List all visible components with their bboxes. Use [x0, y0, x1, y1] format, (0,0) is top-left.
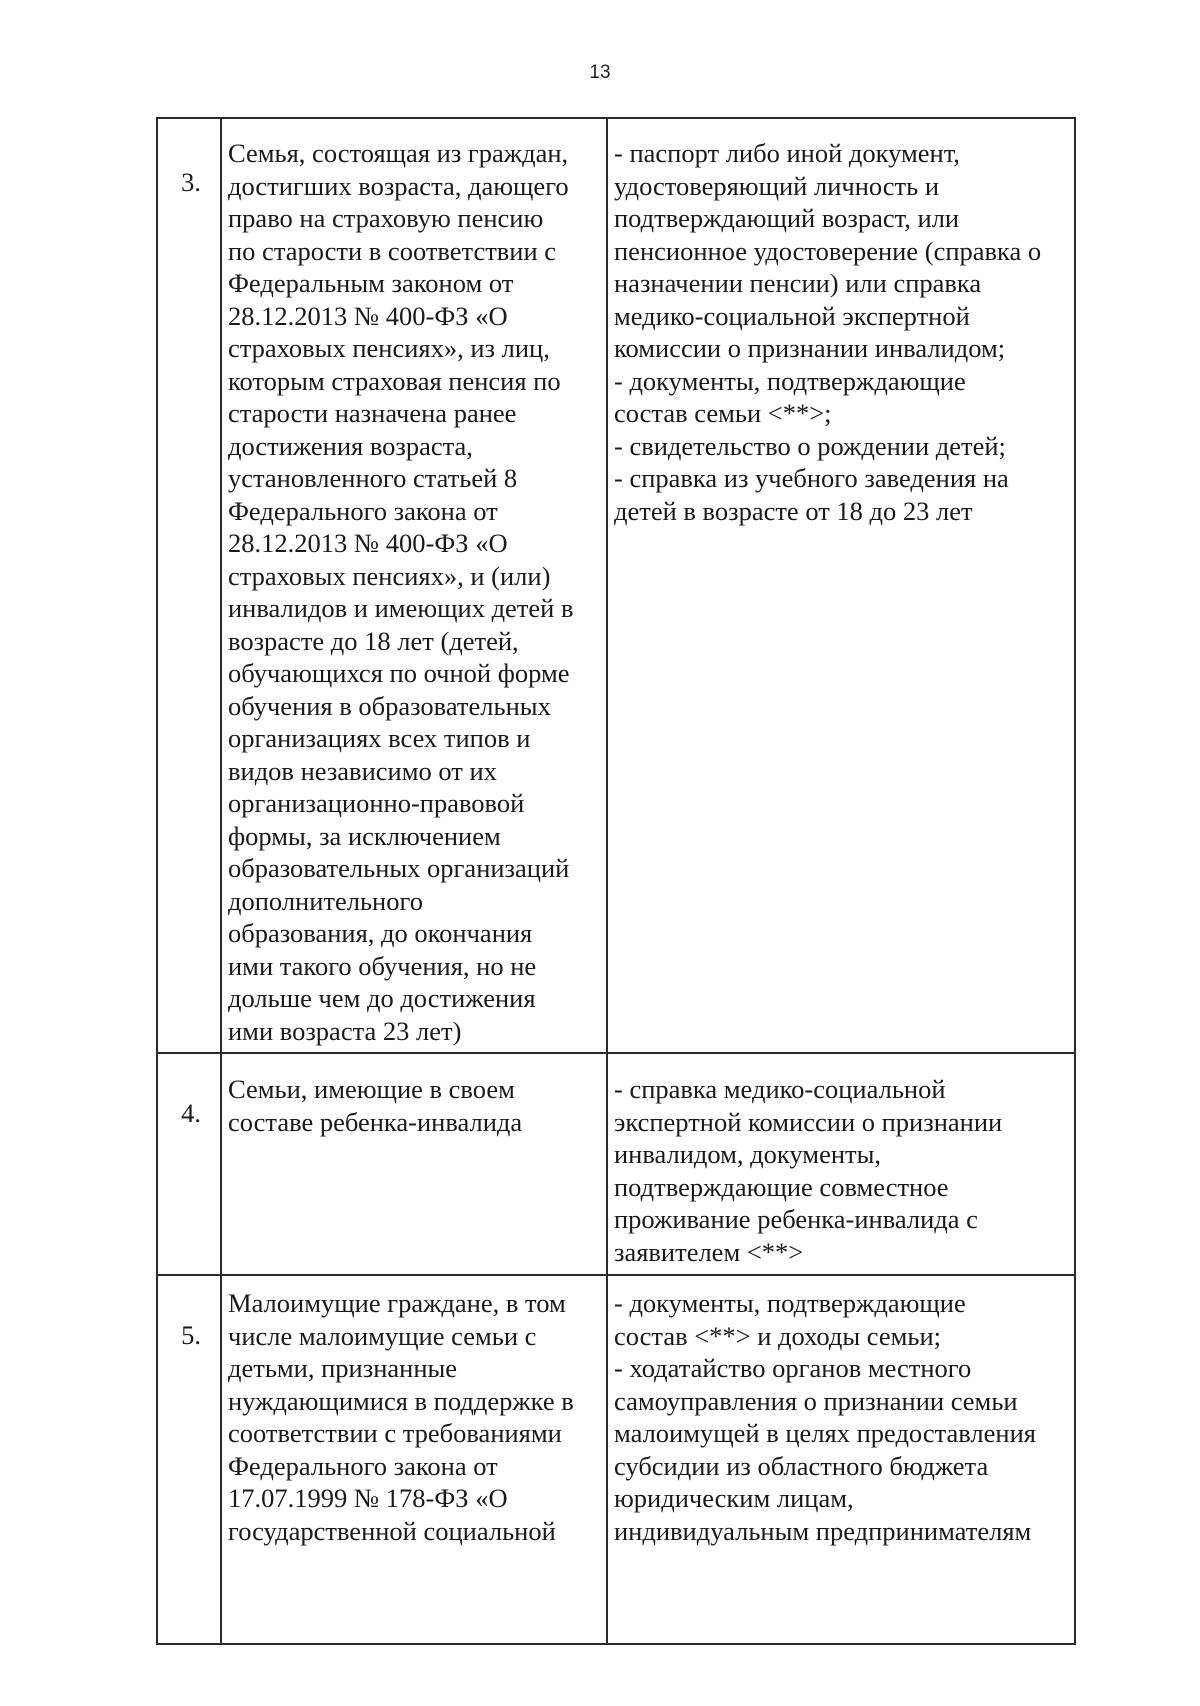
eligibility-documents-table: [156, 117, 1076, 1645]
documents-line: проживание ребенка-инвалида с: [614, 1204, 978, 1234]
category-line: которым страховая пенсия по: [228, 365, 561, 396]
documents-line: пенсионное удостоверение (справка о: [614, 235, 1042, 266]
documents-line: субсидии из областного бюджета: [614, 1450, 989, 1481]
documents-line: - справка медико-социальной: [614, 1074, 946, 1104]
table-row: [157, 118, 1075, 1053]
category-line: ими такого обучения, но не: [228, 950, 537, 981]
category-line: достижения возраста,: [228, 430, 473, 461]
category-line: дополнительного: [228, 885, 423, 916]
category-line: инвалидов и имеющих детей в: [228, 593, 574, 623]
documents-line: состав <**> и доходы семьи;: [614, 1320, 942, 1351]
documents-line: - документы, подтверждающие: [614, 365, 966, 396]
documents-line: - ходатайство органов местного: [614, 1353, 972, 1383]
category-line: видов независимо от их: [228, 755, 497, 786]
category-line: детьми, признанные: [228, 1353, 458, 1383]
documents-cell: [607, 1053, 1075, 1275]
documents-cell: [607, 1275, 1075, 1644]
row-number-cell: [157, 118, 221, 1053]
row-number-cell: [157, 1275, 221, 1644]
category-line: дольше чем до достижения: [228, 983, 536, 1013]
category-line: Семьи, имеющие в своем: [228, 1074, 515, 1104]
documents-line: медико-социальной экспертной: [614, 300, 970, 331]
category-cell: [221, 118, 607, 1053]
documents-line: назначении пенсии) или справка: [614, 268, 982, 298]
category-line: по старости в соответствии с: [228, 235, 557, 266]
category-line: 17.07.1999 № 178-ФЗ «О: [228, 1483, 508, 1513]
documents-line: экспертной комиссии о признании: [614, 1106, 1003, 1137]
documents-line: инвалидом, документы,: [614, 1139, 882, 1169]
category-cell: [221, 1053, 607, 1275]
category-line: обучающихся по очной форме: [228, 658, 570, 688]
row-number: 5.: [181, 1320, 201, 1350]
category-line: ими возраста 23 лет): [228, 1015, 462, 1046]
category-line: Федерального закона от: [228, 1450, 498, 1481]
documents-line: юридическим лицам,: [614, 1483, 854, 1513]
category-text: [228, 119, 602, 1047]
category-line: Семья, состоящая из граждан,: [228, 138, 569, 168]
documents-line: малоимущей в целях предоставления: [614, 1418, 1036, 1448]
documents-line: подтверждающие совместное: [614, 1171, 949, 1202]
category-line: обучения в образовательных: [228, 690, 551, 721]
table-row: [157, 1275, 1075, 1644]
row-number: 3.: [181, 167, 201, 197]
documents-line: комиссии о признании инвалидом;: [614, 333, 1006, 363]
documents-line: состав семьи <**>;: [614, 398, 832, 428]
category-line: Федерального закона от: [228, 495, 498, 526]
documents-cell: [607, 118, 1075, 1053]
documents-line: самоуправления о признании семьи: [614, 1385, 1018, 1416]
category-line: страховых пенсиях», из лиц,: [228, 333, 550, 363]
category-line: Федеральным законом от: [228, 268, 514, 298]
category-line: 28.12.2013 № 400-ФЗ «О: [228, 300, 508, 331]
category-line: числе малоимущие семьи с: [228, 1320, 537, 1351]
category-line: организациях всех типов и: [228, 723, 531, 753]
category-line: Малоимущие граждане, в том: [228, 1288, 566, 1318]
category-text: [228, 1054, 602, 1138]
category-line: старости назначена ранее: [228, 398, 517, 428]
category-line: образования, до окончания: [228, 918, 533, 948]
documents-text: [614, 119, 1070, 527]
category-line: право на страховую пенсию: [228, 203, 544, 233]
category-line: образовательных организаций: [228, 853, 570, 883]
documents-line: детей в возрасте от 18 до 23 лет: [614, 495, 973, 526]
category-text: [228, 1276, 602, 1547]
category-line: соответствии с требованиями: [228, 1418, 562, 1448]
category-line: организационно-правовой: [228, 788, 525, 818]
documents-line: - документы, подтверждающие: [614, 1288, 966, 1318]
row-number-cell: [157, 1053, 221, 1275]
documents-line: заявителем <**>: [614, 1236, 804, 1267]
documents-line: индивидуальным предпринимателям: [614, 1515, 1032, 1546]
documents-line: - паспорт либо иной документ,: [614, 138, 960, 168]
documents-line: - свидетельство о рождении детей;: [614, 430, 1006, 461]
category-line: 28.12.2013 № 400-ФЗ «О: [228, 528, 508, 558]
row-number: 4.: [181, 1098, 201, 1128]
documents-line: подтверждающий возраст, или: [614, 203, 960, 233]
category-line: достигших возраста, дающего: [228, 170, 569, 201]
category-line: нуждающимися в поддержке в: [228, 1385, 574, 1416]
table-row: [157, 1053, 1075, 1275]
documents-text: [614, 1276, 1070, 1547]
documents-text: [614, 1054, 1070, 1268]
documents-line: - справка из учебного заведения на: [614, 463, 1009, 493]
page-number: 13: [589, 62, 611, 83]
category-line: страховых пенсиях», и (или): [228, 560, 551, 591]
category-cell: [221, 1275, 607, 1644]
category-line: государственной социальной: [228, 1515, 556, 1546]
documents-line: удостоверяющий личность и: [614, 170, 940, 201]
category-line: установленного статьей 8: [228, 463, 518, 493]
category-line: составе ребенка-инвалида: [228, 1106, 523, 1137]
category-line: формы, за исключением: [228, 820, 501, 851]
category-line: возрасте до 18 лет (детей,: [228, 625, 519, 656]
